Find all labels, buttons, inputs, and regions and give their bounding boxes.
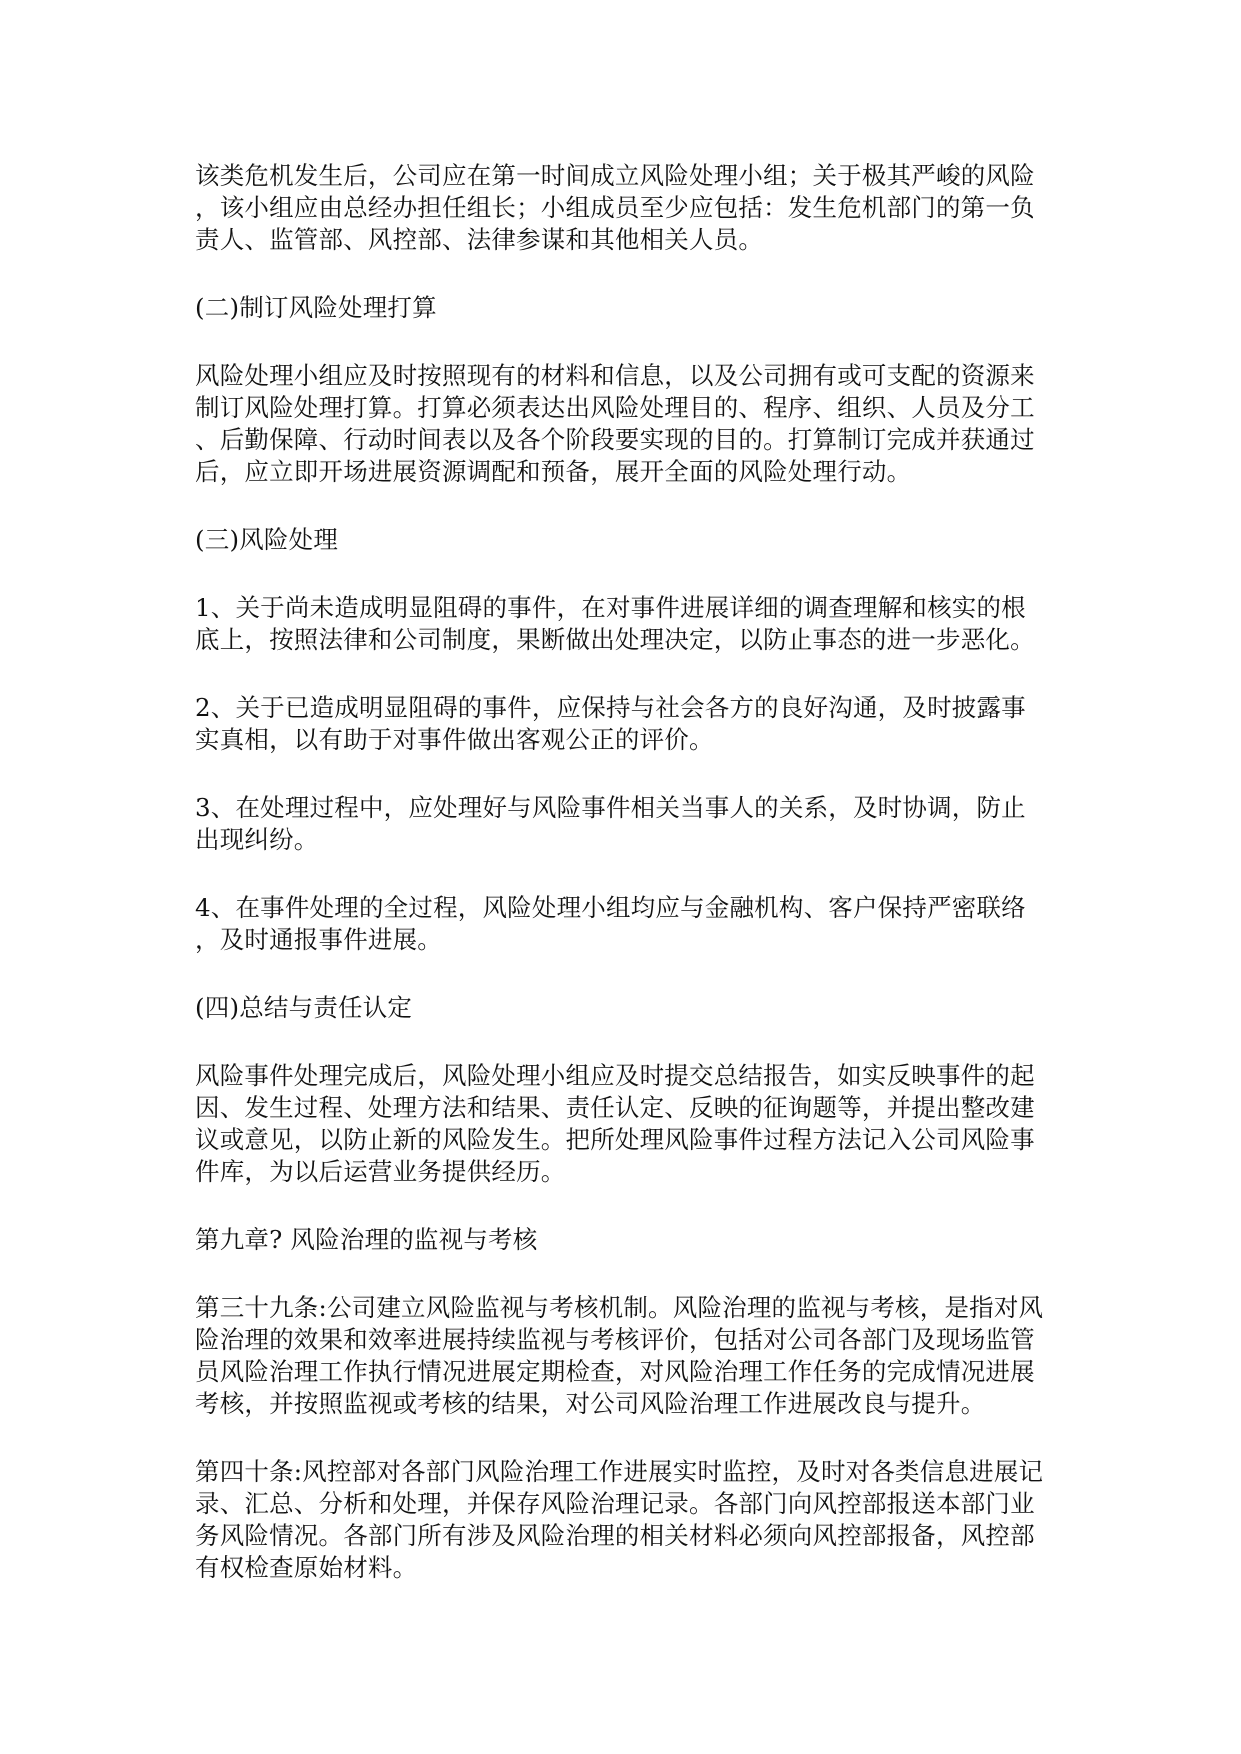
article-40 <box>195 1456 1075 1584</box>
section-heading-2 <box>195 292 1075 324</box>
text-line: 、后勤保障、行动时间表以及各个阶段要实现的目的。打算制订完成并获通过 <box>195 425 1035 454</box>
text-line: 录、汇总、分析和处理，并保存风险治理记录。各部门向风控部报送本部门业 <box>195 1489 1035 1518</box>
text-line: 风险处理小组应及时按照现有的材料和信息，以及公司拥有或可支配的资源来 <box>195 361 1035 390</box>
text-line: 件库，为以后运营业务提供经历。 <box>195 1157 566 1186</box>
text-line: 风险事件处理完成后，风险处理小组应及时提交总结报告，如实反映事件的起 <box>195 1061 1035 1090</box>
section-heading-3 <box>195 524 1075 556</box>
text-line: ，及时通报事件进展。 <box>195 925 442 954</box>
text-line: 底上，按照法律和公司制度，果断做出处理决定，以防止事态的进一步恶化。 <box>195 625 1035 654</box>
chapter-heading-9 <box>195 1224 1075 1256</box>
text-line: 责人、监管部、风控部、法律参谋和其他相关人员。 <box>195 225 764 254</box>
text-line: 员风险治理工作执行情况进展定期检查，对风险治理工作任务的完成情况进展 <box>195 1357 1035 1386</box>
heading-text: (三)风险处理 <box>195 525 339 554</box>
paragraph-summary <box>195 1060 1075 1188</box>
list-item-1 <box>195 592 1075 656</box>
list-item-2 <box>195 692 1075 756</box>
text-line: 第三十九条:公司建立风险监视与考核机制。风险治理的监视与考核，是指对风 <box>195 1293 1044 1322</box>
document-page <box>195 160 1075 1620</box>
text-line: 有权检查原始材料。 <box>195 1553 418 1582</box>
heading-text: 第九章? 风险治理的监视与考核 <box>195 1225 538 1254</box>
text-line: 3、在处理过程中，应处理好与风险事件相关当事人的关系，及时协调，防止 <box>195 793 1026 822</box>
paragraph-crisis-team <box>195 160 1075 256</box>
text-line: 出现纠纷。 <box>195 825 319 854</box>
section-heading-4 <box>195 992 1075 1024</box>
text-line: 考核，并按照监视或考核的结果，对公司风险治理工作进展改良与提升。 <box>195 1389 986 1418</box>
text-line: 后，应立即开场进展资源调配和预备，展开全面的风险处理行动。 <box>195 457 912 486</box>
heading-text: (二)制订风险处理打算 <box>195 293 437 322</box>
text-line: 因、发生过程、处理方法和结果、责任认定、反映的征询题等，并提出整改建 <box>195 1093 1035 1122</box>
text-line: 实真相，以有助于对事件做出客观公正的评价。 <box>195 725 714 754</box>
list-item-4 <box>195 892 1075 956</box>
heading-text: (四)总结与责任认定 <box>195 993 413 1022</box>
text-line: 务风险情况。各部门所有涉及风险治理的相关材料必须向风控部报备，风控部 <box>195 1521 1035 1550</box>
list-item-3 <box>195 792 1075 856</box>
text-line: 议或意见，以防止新的风险发生。把所处理风险事件过程方法记入公司风险事 <box>195 1125 1035 1154</box>
paragraph-plan <box>195 360 1075 488</box>
text-line: 制订风险处理打算。打算必须表达出风险处理目的、程序、组织、人员及分工 <box>195 393 1035 422</box>
text-line: 该类危机发生后，公司应在第一时间成立风险处理小组；关于极其严峻的风险 <box>195 161 1035 190</box>
text-line: 第四十条:风控部对各部门风险治理工作进展实时监控，及时对各类信息进展记 <box>195 1457 1044 1486</box>
text-line: 1、关于尚未造成明显阻碍的事件，在对事件进展详细的调查理解和核实的根 <box>195 593 1026 622</box>
article-39 <box>195 1292 1075 1420</box>
text-line: 4、在事件处理的全过程，风险处理小组均应与金融机构、客户保持严密联络 <box>195 893 1026 922</box>
text-line: ，该小组应由总经办担任组长；小组成员至少应包括：发生危机部门的第一负 <box>195 193 1035 222</box>
text-line: 险治理的效果和效率进展持续监视与考核评价，包括对公司各部门及现场监管 <box>195 1325 1035 1354</box>
text-line: 2、关于已造成明显阻碍的事件，应保持与社会各方的良好沟通，及时披露事 <box>195 693 1026 722</box>
